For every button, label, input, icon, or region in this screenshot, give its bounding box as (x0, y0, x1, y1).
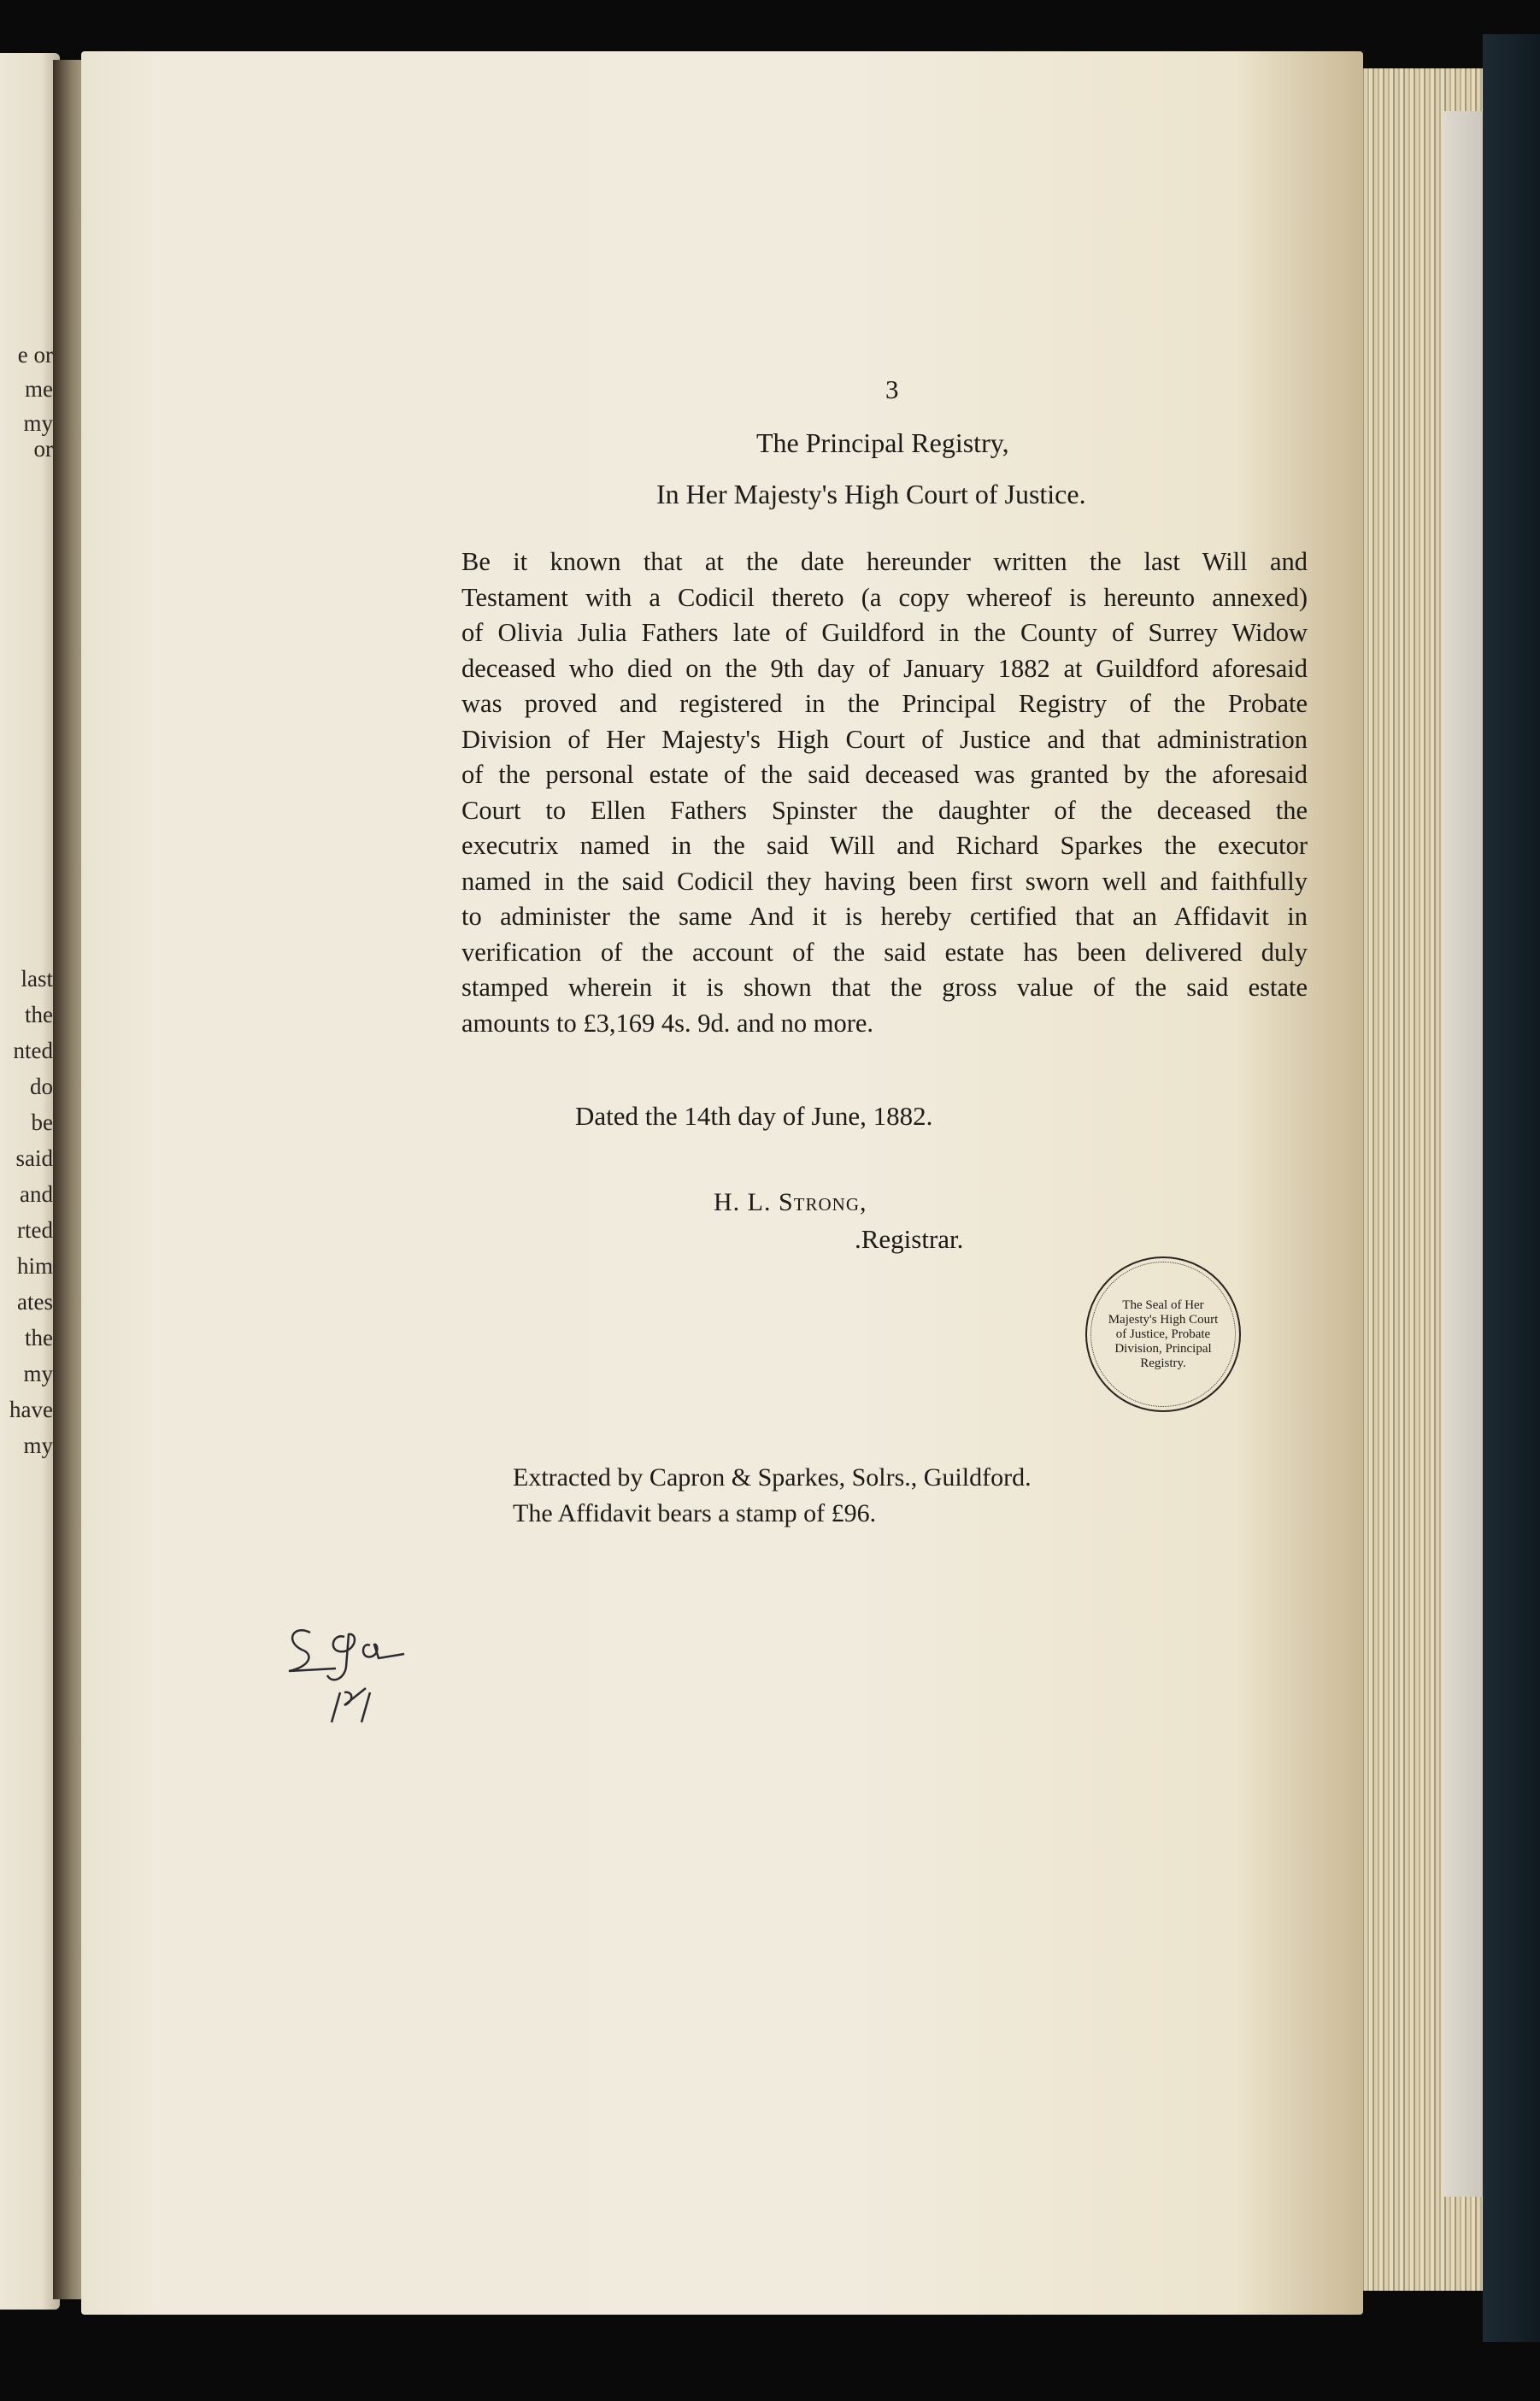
registrar-name (714, 1188, 867, 1217)
body-line: of Olivia Julia Fathers late of Guildford in the County of Surrey Widow (461, 618, 1308, 647)
left-facing-page (0, 53, 60, 2310)
body-line: executrix named in the said Will and Richard Sparkes the executor (461, 831, 1308, 860)
court-heading: In Her Majesty's High Court of Justice. (656, 479, 1086, 509)
left-page-fragment: be (31, 1109, 53, 1135)
body-line: deceased who died on the 9th day of January 1882 at Guildford aforesaid (461, 653, 1308, 683)
left-page-fragment: the (25, 1002, 53, 1027)
registrar-surname: Strong, (779, 1188, 867, 1216)
left-page-fragment: my (23, 1361, 53, 1386)
left-page-fragment: my (23, 410, 53, 436)
document-page (81, 51, 1363, 2315)
left-page-fragment: last (21, 966, 53, 992)
affidavit-stamp-line: The Affidavit bears a stamp of £96. (513, 1499, 877, 1527)
left-page-fragment: him (16, 1253, 53, 1279)
body-line: stamped wherein it is shown that the gross value of the said estate (461, 973, 1308, 1002)
left-page-fragment: my (23, 1433, 53, 1458)
body-line: Be it known that at the date hereunder written the last Will and (461, 547, 1308, 576)
registrar-title: .Registrar. (855, 1224, 964, 1254)
seal-inner-ring (1090, 1262, 1236, 1407)
left-page-fragment: and (20, 1181, 53, 1207)
left-page-fragment: the (25, 1325, 53, 1351)
left-page-fragment: or (33, 436, 53, 462)
extracted-by-line: Extracted by Capron & Sparkes, Solrs., Guildford. (513, 1463, 1032, 1492)
body-line: Testament with a Codicil thereto (a copy whereof is hereunto annexed) (461, 582, 1308, 612)
body-line: Court to Ellen Fathers Spinster the daughter of the deceased the (461, 795, 1308, 825)
left-page-fragment: have (9, 1397, 53, 1422)
body-line: verification of the account of the said estate has been delivered duly (461, 937, 1308, 967)
registry-seal (1085, 1256, 1241, 1412)
body-line: to administer the same And it is hereby certified that an Affidavit in (461, 902, 1308, 931)
body-line: amounts to £3,169 4s. 9d. and no more. (461, 1008, 874, 1038)
left-page-fragment: rted (17, 1217, 53, 1243)
left-page-fragment: do (30, 1074, 53, 1099)
registrar-initials: H. L. (714, 1188, 772, 1216)
left-page-fragment: nted (13, 1038, 53, 1063)
book-board (1444, 111, 1487, 2197)
left-page-fragment: me (25, 376, 53, 402)
body-line: of the personal estate of the said deceased was granted by the aforesaid (461, 760, 1308, 789)
registry-heading: The Principal Registry, (756, 427, 1009, 458)
left-page-fragment: said (15, 1145, 53, 1171)
body-line: Division of Her Majesty's High Court of Justice and that administration (461, 724, 1308, 754)
left-page-fragment: e or (17, 342, 53, 368)
seal-text: The Seal of Her Majesty's High Court of Justice, Probate Division, Principal Registry. (1108, 1298, 1219, 1370)
body-line: was proved and registered in the Principal Registry of the Probate (461, 689, 1308, 718)
left-page-fragment: ates (17, 1289, 53, 1315)
handwritten-note (276, 1607, 421, 1735)
book-cover (1483, 34, 1540, 2342)
body-line: named in the said Codicil they having been first sworn well and faithfully (461, 866, 1308, 896)
dated-line: Dated the 14th day of June, 1882. (575, 1101, 933, 1131)
page-number: 3 (885, 374, 899, 404)
